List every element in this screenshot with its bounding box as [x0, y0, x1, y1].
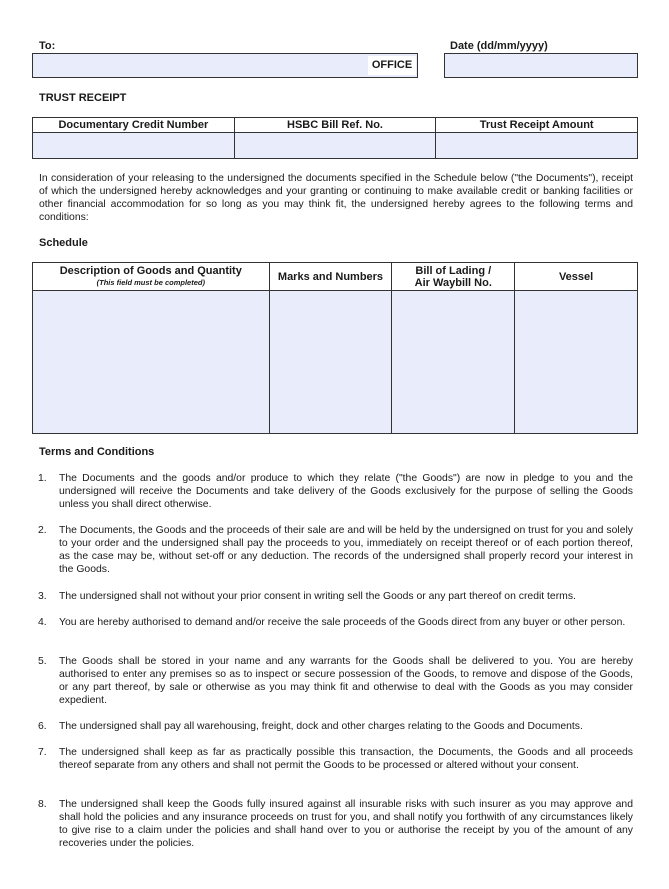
col-vessel-header: Vessel — [515, 263, 638, 291]
terms-title: Terms and Conditions — [39, 446, 155, 458]
col-bill-lading-header — [392, 263, 515, 291]
to-office-field[interactable] — [32, 53, 418, 78]
term-item: 6. The undersigned shall pay all warehousing, freight, dock and other charges relating to the Goods and Documents. — [38, 721, 583, 732]
col-amount-header: Trust Receipt Amount — [436, 118, 638, 133]
description-label: Description of Goods and Quantity — [59, 264, 242, 277]
bill-lading-line1: Bill of Lading / — [415, 264, 492, 277]
bill-ref-field[interactable] — [234, 133, 436, 159]
description-note: (This field must be completed) — [96, 277, 205, 287]
term-item: 7. The undersigned shall keep as far as practically possible this transaction, the Documents, the Goods and all proceeds thereof separate from any others and shall not permit the Goods to be processed or altered without your consent. — [38, 747, 633, 771]
amount-field[interactable] — [436, 133, 638, 159]
term-item: 1. The Documents and the goods and/or produce to which they relate ("the Goods") are now in pledge to you and the undersigned will receive the Documents and take delivery of the Goods exclusively for the purpose of selling the Goods unless you shall direct otherwise. — [38, 473, 633, 510]
vessel-field[interactable] — [515, 291, 638, 434]
col-marks-header: Marks and Numbers — [269, 263, 392, 291]
trust-receipt-title: TRUST RECEIPT — [39, 92, 127, 104]
term-item: 8. The undersigned shall keep the Goods fully insured against all insurable risks with such insurer as you may approve and shall hold the policies and any insurance proceeds on trust for you, and shall notify you forthwith of any circumstances likely to give rise to a claim under the policies and shall hand over to you or authorise the receipt by you of the amount of any recoveries under the policies. — [38, 799, 633, 849]
col-dc-number-header: Documentary Credit Number — [33, 118, 235, 133]
term-item: 5. The Goods shall be stored in your name and any warrants for the Goods shall be delivered to you. You are hereby authorised to enter any premises so as to inspect or secure possession of the Goods, to remove and dispose of the Goods, or any part thereof, by sale or otherwise as you may think fit and otherwise to deal with the Goods as you may consider expedient. — [38, 656, 633, 706]
schedule-table — [32, 262, 638, 434]
intro-paragraph: In consideration of your releasing to the undersigned the documents specified in the Schedule below ("the Documents"), receipt of which the undersigned hereby acknowledges and your granting or continuing to make available credit or banking facilities or other financial accommodation for so long as you may think fit, the undersigned hereby agrees to the following terms and conditions: — [39, 173, 633, 223]
bill-lading-field[interactable] — [392, 291, 515, 434]
dc-number-field[interactable] — [33, 133, 235, 159]
term-item: 2. The Documents, the Goods and the proceeds of their sale are and will be held by the undersigned on trust for you and solely to your order and the undersigned shall pay the proceeds to you, immediately on receipt thereof or of each portion thereof, as the case may be, without set-off or any deduction. The records of the undersigned shall properly record your interest in the Goods. — [38, 525, 633, 575]
term-item: 4. You are hereby authorised to demand and/or receive the sale proceeds of the Goods direct from any buyer or other person. — [38, 617, 626, 628]
col-description-header — [33, 263, 270, 291]
schedule-title: Schedule — [39, 237, 88, 249]
col-bill-ref-header: HSBC Bill Ref. No. — [234, 118, 436, 133]
to-label: To: — [39, 40, 56, 52]
trust-receipt-table — [32, 117, 638, 159]
term-item: 3. The undersigned shall not without your prior consent in writing sell the Goods or any part thereof on credit terms. — [38, 591, 576, 602]
description-field[interactable] — [33, 291, 270, 434]
date-label: Date (dd/mm/yyyy) — [450, 40, 548, 52]
date-field[interactable] — [444, 53, 638, 78]
marks-field[interactable] — [269, 291, 392, 434]
bill-lading-line2: Air Waybill No. — [414, 276, 492, 289]
office-label: OFFICE — [368, 56, 416, 75]
